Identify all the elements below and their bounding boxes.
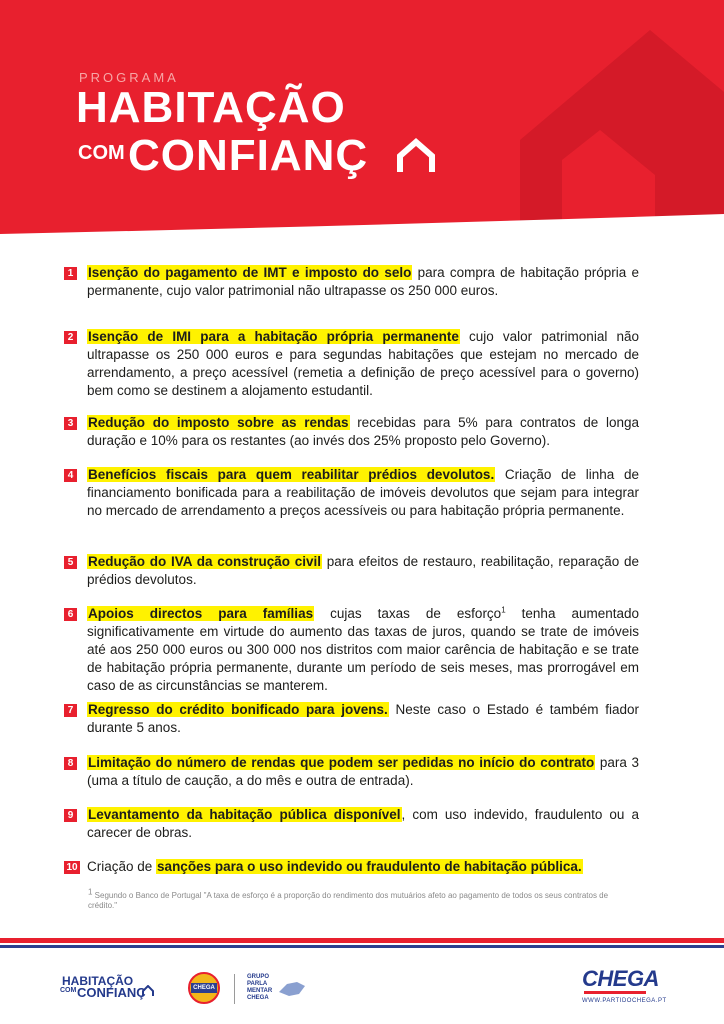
footer-program-logo [60, 974, 160, 1004]
item-number: 10 [64, 861, 80, 874]
chega-brand-underline [584, 991, 646, 994]
title-com: COM [78, 142, 125, 164]
item-text [87, 806, 639, 842]
list-item [64, 754, 639, 806]
item-number: 8 [64, 757, 77, 770]
list-item [64, 858, 639, 888]
item-highlight: Benefícios fiscais para quem reabilitar prédios devolutos. [88, 467, 495, 482]
item-highlight: Redução do IVA da construção civil [88, 554, 322, 569]
list-item [64, 414, 639, 466]
house-roof-icon [142, 985, 154, 997]
item-text [87, 328, 639, 400]
item-highlight: sanções para o uso indevido ou fraudulento de habitação pública. [157, 859, 582, 874]
footnote [88, 887, 638, 911]
grupo-line: CHEGA [247, 995, 269, 1001]
footer-rule-red [0, 938, 724, 943]
footer-logo-line2: CONFIANÇ [77, 985, 146, 1000]
item-number: 9 [64, 809, 77, 822]
grupo-parlamentar-logo [247, 974, 307, 1004]
item-rest: para 3 (uma a título de caução, a do mês e outra de entrada). [87, 755, 639, 788]
measures-list [64, 264, 639, 888]
item-rest: para efeitos de restauro, reabilitação, reparação de prédios devolutos. [87, 554, 639, 587]
footnote-ref: 1 [501, 605, 506, 615]
grupo-line: MENTAR [247, 988, 273, 994]
list-item [64, 806, 639, 858]
item-number: 6 [64, 608, 77, 621]
item-text [87, 414, 639, 450]
item-rest: Neste caso o Estado é também fiador durante 5 anos. [87, 702, 639, 735]
item-rest: cujo valor patrimonial não ultrapasse os 250 000 euros e para segundas habitações que estejam no mercado de arrendamento, a preço acessível (remetia a definição de preço acessível para o governo) bem como se destinem a alojamento estudantil. [87, 329, 639, 398]
house-roof-icon [396, 138, 436, 176]
footnote-mark: 1 [88, 887, 93, 897]
item-pre: Criação de [87, 859, 157, 874]
header-banner [0, 0, 724, 234]
badge-text: CHEGA [191, 983, 217, 993]
title-line-2: CONFIANÇ [128, 131, 369, 180]
item-highlight: Redução do imposto sobre as rendas [88, 415, 349, 430]
item-highlight: Isenção de IMI para a habitação própria permanente [88, 329, 459, 344]
title-line-1: HABITAÇÃO [76, 83, 346, 132]
item-text [87, 605, 639, 695]
item-rest: , com uso indevido, fraudulento ou a carecer de obras. [87, 807, 639, 840]
item-text [87, 264, 639, 300]
program-kicker: PROGRAMA [79, 70, 179, 85]
item-rest: para compra de habitação própria e permanente, cujo valor patrimonial não ultrapasse os 250 000 euros. [87, 265, 639, 298]
footer-logo-line1: HABITAÇÃO [62, 974, 134, 988]
list-item [64, 701, 639, 754]
item-highlight: Levantamento da habitação pública disponível [88, 807, 401, 822]
list-item [64, 466, 639, 553]
item-text [87, 553, 639, 589]
footer-rule-blue [0, 945, 724, 948]
chega-brand-logo: CHEGA [582, 966, 659, 991]
footer-logo-com: COM [60, 987, 77, 994]
item-highlight: Regresso do crédito bonificado para jovens. [88, 702, 388, 717]
item-rest: cujas taxas de esforço [314, 606, 502, 621]
item-rest: Criação de linha de financiamento bonificada para a reabilitação de imóveis devolutos que sejam para integrar no mercado de arrendamento a preços acessíveis ou para habitação própria permanente. [87, 467, 639, 518]
list-item [64, 264, 639, 328]
footnote-text: Segundo o Banco de Portugal "A taxa de esforço é a proporção do rendimento dos mutuários afeto ao pagamento de todos os seus contratos de crédito." [88, 891, 609, 910]
grupo-line: PARLA [247, 981, 268, 987]
item-number: 5 [64, 556, 77, 569]
item-highlight: Isenção do pagamento de IMT e imposto do selo [88, 265, 412, 280]
item-text [87, 858, 639, 876]
chega-website[interactable]: WWW.PARTIDOCHEGA.PT [582, 998, 667, 1004]
list-item [64, 328, 639, 414]
item-number: 7 [64, 704, 77, 717]
item-text [87, 754, 639, 790]
item-text [87, 701, 639, 737]
item-number: 3 [64, 417, 77, 430]
map-icon [277, 980, 307, 998]
list-item [64, 553, 639, 605]
footer-divider [234, 974, 235, 1004]
item-highlight: Apoios directos para famílias [88, 606, 314, 621]
item-rest: recebidas para 5% para contratos de longa duração e 10% para os restantes (ao invés dos 25% proposto pelo Governo). [87, 415, 639, 448]
item-highlight: Limitação do número de rendas que podem ser pedidas no início do contrato [88, 755, 595, 770]
item-text [87, 466, 639, 520]
grupo-line: GRUPO [247, 974, 270, 980]
header-curve [0, 200, 724, 234]
list-item [64, 605, 639, 701]
item-number: 4 [64, 469, 77, 482]
item-number: 2 [64, 331, 77, 344]
item-rest: tenha aumentado significativamente em virtude do aumento das taxas de juros, quando se trate de imóveis até aos 250 000 euros ou 300 000 nos distritos com maior carência de habitação e se trate de habitação própria permanente, durante um período de seis meses, mas prorrogável em caso de as circunstâncias se manterem. [87, 606, 640, 693]
chega-badge-logo [188, 972, 220, 1004]
item-number: 1 [64, 267, 77, 280]
